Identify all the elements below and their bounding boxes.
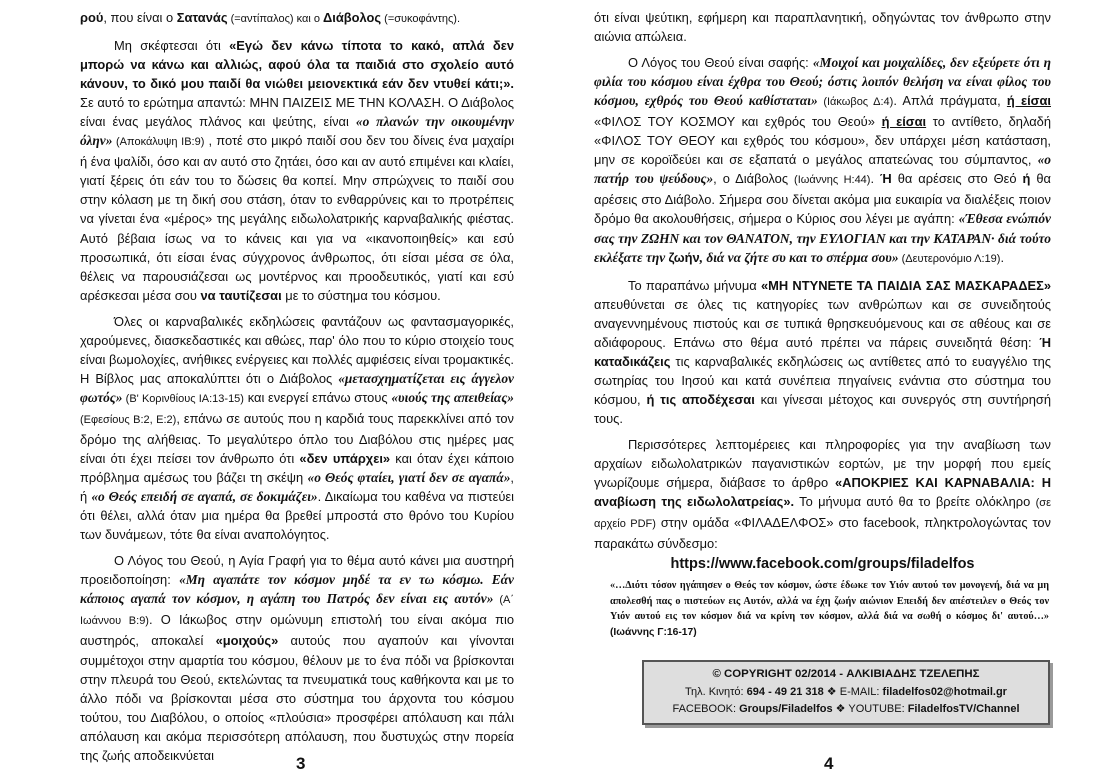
- right-paragraph-1: ότι είναι ψεύτικη, εφήμερη και παραπλανητική, οδηγώντας τον άνθρωπο στην αιώνια απώλεια.: [594, 10, 1051, 45]
- left-paragraph-4: Ο Λόγος του Θεού, η Αγία Γραφή για το θέμα αυτό κάνει μια αυστηρή προειδοποίηση: «Μη αγαπάτε τον κόσμον μηδέ τα εν τω κόσμω. Εάν κάποιος αγαπά τον κόσμον, η αγάπη του Πατρός δεν είναι εις αυτόν» (Α΄ Ιωάννου Β:9). Ο Ιάκωβος στην ομώνυμη επιστολή του είναι ακόμα πιο αυστηρός, αποκαλεί «μοιχούς» αυτούς που αγαπούν και γίνονται συμμέτοχοι στην αμαρτία του κόσμου, θέλουν με το ένα πόδι να βρίσκονται στην πλευρά του Θεού, εκτελώντας τα πνευματικά τους καθήκοντα και με το άλλο πόδι να βρίσκονται μέσα στο σύστημα του άρχοντα του κόσμου τούτου, του Διαβόλου, ο οποίος «πλούσια» προσφέρει απόλαυση και πάλι απόλαυση και ακόμα περισσότερη απόλαυση, που δυστυχώς στην πορεία της ζωής αποδεικνύεται: [80, 553, 515, 763]
- right-paragraph-4: Περισσότερες λεπτομέρειες και πληροφορίες για την αναβίωση των αρχαίων ειδωλολατρικών παγανιστικών εορτών, με την μορφή που εμείς γνωρίζουμε σήμερα, διάβασε το άρθρο «ΑΠΟΚΡΙΕΣ ΚΑΙ ΚΑΡΝΑΒΑΛΙΑ: Η αναβίωση της ειδωλολατρείας». Το μήνυμα αυτό θα το βρείτε ολόκληρο (σε αρχείο PDF) στην ομάδα «ΦΙΛΑΔΕΛΦΟΣ» στο facebook, πληκτρολογώντας τον παρακάτω σύνδεσμο:: [594, 436, 1051, 552]
- page-number: 3: [296, 754, 306, 773]
- diamond-icon: ❖: [823, 685, 840, 698]
- contact-line: Τηλ. Κινητό: 694 - 49 21 318 ❖ E-MAIL: filadelfos02@hotmail.gr: [685, 685, 1007, 698]
- facebook-link[interactable]: Groups/Filadelfos: [739, 703, 833, 716]
- right-paragraph-3: Το παραπάνω μήνυμα «ΜΗ ΝΤΥΝΕΤΕ ΤΑ ΠΑΙΔΙΑ ΣΑΣ ΜΑΣΚΑΡΑΔΕΣ» απευθύνεται σε όλες τις κατηγορίες των ανθρώπων και σε συνειδητούς αναγεννημένους πιστούς και σε τυπικά θρησκευόμενους και σε αθέους και σε αδιάφορους. Επάνω στο θέμα αυτό πρέπει να πάρεις συνειδητά θέση: Ή καταδικάζεις τις καρναβαλικές εκδηλώσεις ως αντίθετες από το ευαγγέλιο της σωτηρίας του Ιησού και κατά συνέπεια πηγαίνεις ενάντια στο σύστημα του κόσμου, ή τις αποδέχεσαι και γίνεσαι μέτοχος και συνεργός στη συντήρησή τους.: [594, 277, 1052, 426]
- left-page: [0, 0, 554, 784]
- youtube-link[interactable]: FiladelfosTV/Channel: [907, 703, 1020, 716]
- right-page: [554, 0, 1109, 784]
- facebook-group-link[interactable]: https://www.facebook.com/groups/filadelfos: [670, 556, 975, 573]
- email-link[interactable]: filadelfos02@hotmail.gr: [882, 685, 1007, 698]
- copyright-box: [642, 660, 1050, 725]
- copyright-title: © COPYRIGHT 02/2014 - ΑΛΚΙΒΙΑΔΗΣ ΤΖΕΛΕΠΗΣ: [712, 668, 980, 681]
- page-number: 4: [824, 754, 834, 773]
- left-paragraph-1: ρού, που είναι ο Σατανάς (=αντίπαλος) και ο Διάβολος (=συκοφάντης).: [80, 10, 461, 25]
- scripture-quote: «…Διότι τόσον ηγάπησεν ο Θεός τον κόσμον, ώστε έδωκε τον Υιόν αυτού τον μονογενή, διά να μη απολεσθή πας ο πιστεύων εις Αυτόν, αλλά να έχη ζωήν αιώνιον Επειδή δεν απέστειλεν ο Θεός τον Υιόν αυτού εις τον κόσμον διά να κρίνη τον κόσμον, αλλά διά να σωθή ο κόσμος δι' αυτού…» (Ιωάννης Γ:16-17): [610, 580, 1049, 638]
- phone-number: 694 - 49 21 318: [746, 685, 824, 698]
- social-line: FACEBOOK: Groups/Filadelfos ❖ YOUTUBE: FiladelfosTV/Channel: [672, 703, 1020, 716]
- right-paragraph-2: Ο Λόγος του Θεού είναι σαφής: «Μοιχοί και μοιχαλίδες, δεν εξεύρετε ότι η φιλία του κόσμου είναι έχθρα του Θεού; όστις λοιπόν θελήση να είναι φίλος του κόσμου, εχθρός του Θεού καθίσταται» (Ιάκωβος Δ:4). Απλά πράγματα, ή είσαι «ΦΙΛΟΣ ΤΟΥ ΚΟΣΜΟΥ και εχθρός του Θεού» ή είσαι το αντίθετο, δηλαδή «ΦΙΛΟΣ ΤΟΥ ΘΕΟΥ και εχθρός του κόσμου», δεν υπάρχει μέση κατάσταση, μην σε κοροϊδεύει και σε εξαπατά ο μεγάλος απατεώνας του σύμπαντος, «ο πατήρ του ψεύδους», ο Διάβολος (Ιωάννης Η:44). Ή θα αρέσεις στο Θεό ή θα αρέσεις στο Διάβολο. Σήμερα σου δίνεται ακόμα μια ευκαιρία να διαλέξεις ποιον δρόμο θα ακολουθήσεις, σήμερα ο Κύριος σου λέγει με αγάπη: «Έθεσα ενώπιόν σας την ΖΩΗΝ και τον ΘΑΝΑΤΟΝ, την ΕΥΛΟΓΙΑΝ και την ΚΑΤΑΡΑΝ· διά τούτο εκλέξατε την ζωήν, διά να ζήτε συ και το σπέρμα σου» (Δευτερονόμιο Λ:19).: [594, 55, 1051, 265]
- left-paragraph-3: Όλες οι καρναβαλικές εκδηλώσεις φαντάζουν ως φαντασμαγορικές, χαρούμενες, διασκεδαστικές και αθώες, παρ' όλο που το κύριο στοιχείο τους είναι βωμολοχίες, ανήθικες ενέργειες και πολλές αμφιέσεις είναι τρομακτικές. Η Βίβλος μας αποκαλύπτει ότι ο Διάβολος «μετασχηματίζεται εις άγγελον φωτός» (Β' Κορινθίους ΙΑ:13-15) και ενεργεί επάνω στους «υιούς της απειθείας» (Εφεσίους Β:2, Ε:2), επάνω σε αυτούς που η καρδιά τους παρεκκλίνει από τον δρόμο της αλήθειας. Το μεγαλύτερο όπλο του Διαβόλου στις ημέρες μας είναι ότι έχει πείσει τον άνθρωπο ότι «δεν υπάρχει» και όταν έχει κάποιο πρόβλημα αμέσως του βάζει τη σκέψη «ο Θεός φταίει, γιατί δεν σε αγαπά», ή «ο Θεός επειδή σε αγαπά, σε δοκιμάζει». Δικαίωμα του καθένα να πιστεύει ότι θέλει, αλλά όταν μια ημέρα θα βρεθεί μπροστά στο θρόνο του Κυρίου των δυνάμεων, τότε θα είναι αναπολόγητος.: [80, 313, 514, 543]
- left-paragraph-2: Μη σκέφτεσαι ότι «Εγώ δεν κάνω τίποτα το κακό, απλά δεν μπορώ να κάνω και αλλιώς, αφού όλα τα παιδιά στο σχολείο αυτό κάνουν, το δικό μου παιδί θα νιώθει μειονεκτικά εάν δεν ντυθεί κάτι;». Σε αυτό το ερώτημα απαντώ: ΜΗΝ ΠΑΙΖΕΙΣ ΜΕ ΤΗΝ ΚΟΛΑΣΗ. Ο Διάβολος είναι ένας μεγάλος πλάνος και ψεύτης, είναι «ο πλανών την οικουμένην όλην» (Αποκάλυψη ΙΒ:9) , ποτέ στο μικρό παιδί σου δεν του δίνεις ένα μαχαίρι ή ένα ψαλίδι, όσο και αν αυτό στο ζητάει, όσο και αν αυτό επιμένει και κλαίει, γιατί ξέρεις ότι εάν του το δώσεις θα κοπεί. Μην σπρώχνεις το παιδί σου στην κόλαση με τη δική σου στάση, όταν το ενθαρρύνεις και το προτρέπεις να γίνεται ένα «μέρος» της μεγάλης ειδωλολατρικής καρναβαλικής φιέστας. Αυτό βέβαια ίσως να το κάνεις και για να «ικανοποιηθείς» και εσύ προσωπικά, ότι είσαι ένας σύγχρονος άνθρωπος, ότι είσαι μέσα σε όλα, θέλεις να παρουσιάζεσαι ως μοντέρνος και προοδευτικός, γιατί και εσύ αρέσκεσαι μέσα σου να ταυτίζεσαι με το σύστημα του κόσμου.: [80, 38, 514, 303]
- diamond-icon: ❖: [832, 703, 849, 716]
